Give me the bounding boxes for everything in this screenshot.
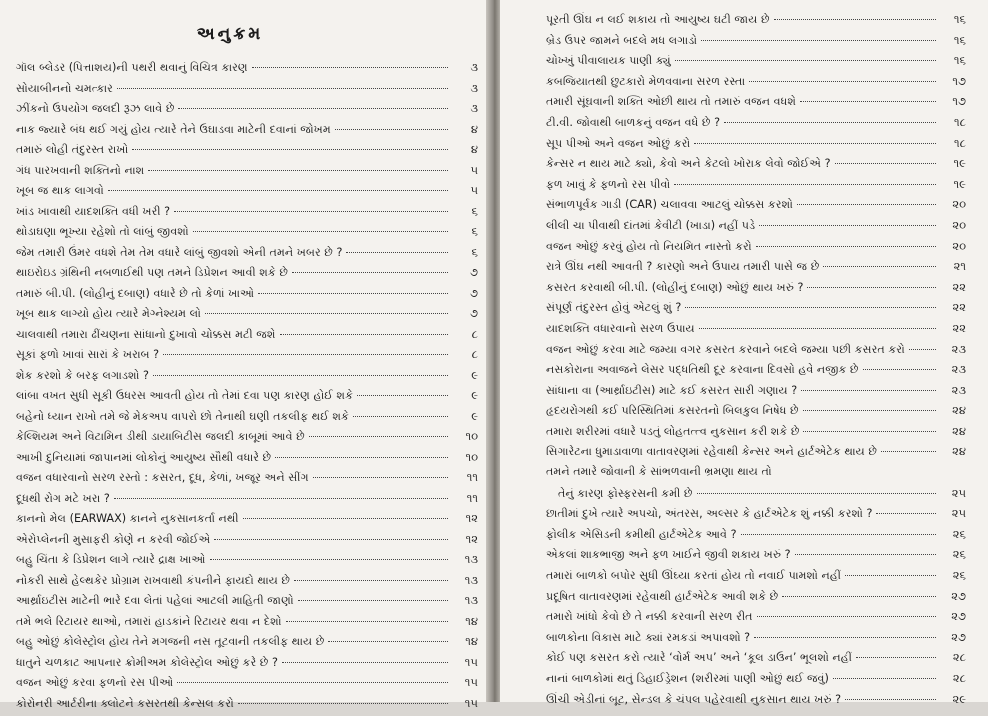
dot-leader	[881, 451, 936, 452]
dot-leader	[674, 184, 936, 185]
dot-leader	[697, 493, 937, 494]
toc-entry	[546, 630, 966, 651]
toc-entry-title: તમારું લોહી તંદુરસ્ત રાખો	[16, 143, 128, 157]
dot-leader	[800, 101, 936, 102]
toc-entry-title: વજન વધારવાનો સરળ રસ્તો : કસરત, દૂધ, કેળાં, ખજૂર અને સીંગ	[16, 471, 309, 485]
toc-entry-title: નસકોરાના અવાજને લેસર પદ્ધતિથી દૂર કરવાના દિવસો હવે નજીક છે	[546, 363, 859, 377]
toc-entry-title: રાત્રે ઊંઘ નથી આવતી ? કારણો અને ઉપાય તમારી પાસે જ છે	[546, 260, 819, 274]
toc-entry-page-number: ૨૭	[940, 630, 966, 645]
dot-leader	[823, 266, 936, 267]
toc-entry	[16, 675, 478, 696]
dot-leader	[699, 328, 936, 329]
toc-entry	[16, 532, 478, 553]
toc-entry-title: ચાલવાથી તમારા ઢીંચણના સાંધાનો દુખાવો ચોક્કસ મટી જશે	[16, 328, 276, 342]
toc-entry	[16, 696, 478, 716]
toc-entry	[16, 163, 478, 184]
toc-entry-title: લાંબા વખત સુધી સૂકી ઉધરસ આવતી હોય તો તેમાં દવા પણ કારણ હોઈ શકે	[16, 389, 353, 403]
dot-leader	[114, 498, 448, 499]
toc-entry-title: કસરત કરવાથી બી.પી. (લોહીનું દબાણ) ઓછું થાય ખરું ?	[546, 281, 803, 295]
toc-entry-page-number: ૧૪	[452, 614, 478, 629]
dot-leader	[328, 641, 448, 642]
toc-entry-title: કેલ્શિયમ અને વિટામિન ડીથી ડાયાબિટીસ જલદી કાબૂમાં આવે છે	[16, 430, 305, 444]
dot-leader	[174, 211, 448, 212]
toc-entry-page-number: ૧૩	[452, 552, 478, 567]
dot-leader	[863, 369, 936, 370]
toc-entry	[16, 101, 478, 122]
toc-entry-title: ટી.વી. જોવાથી બાળકનું વજન વધે છે ?	[546, 116, 720, 130]
toc-entry	[16, 409, 478, 430]
dot-leader	[177, 682, 448, 683]
toc-entry	[16, 593, 478, 614]
toc-entry	[16, 204, 478, 225]
toc-entry-title: તમારી સૂંઘવાની શક્તિ ઓછી થાય તો તમારું વજન વધશે	[546, 95, 796, 109]
toc-entry-title: થાઇરોઇડ ગ્રંથિની નબળાઈથી પણ તમને ડિપ્રેશન આવી શકે છે	[16, 266, 288, 280]
toc-entry-page-number: ૧૭	[940, 94, 966, 109]
dot-leader	[210, 559, 448, 560]
toc-entry-title: સોયાબીનનો ચમત્કાર	[16, 82, 113, 96]
toc-entry-page-number: ૧૯	[940, 177, 966, 192]
toc-entry	[16, 470, 478, 491]
toc-entry	[546, 239, 966, 260]
dot-leader	[238, 703, 448, 704]
toc-entry-title: વજન ઓછું કરવા ફળનો રસ પીઓ	[16, 676, 173, 690]
toc-entry-title: ચોખ્ખું પીવાલાયક પાણી ક્યું	[546, 54, 671, 68]
dot-leader	[797, 204, 936, 205]
toc-entry	[546, 527, 966, 548]
toc-entry	[546, 342, 966, 363]
toc-entry-title: સંભાળપૂર્વક ગાડી (CAR) ચલાવવા આટલું ચોક્કસ કરશો	[546, 198, 793, 212]
toc-entry	[16, 368, 478, 389]
toc-entry-page-number: ૧૮	[940, 136, 966, 151]
toc-entry-page-number: ૧૦	[452, 450, 478, 465]
toc-entry	[16, 60, 478, 81]
toc-entry-page-number: ૯	[452, 409, 478, 424]
toc-entry	[546, 444, 966, 465]
dot-leader	[286, 621, 448, 622]
toc-entry-title: કોઈ પણ કસરત કરો ત્યારે ‘વોર્મ અપ’ અને ‘કૂલ ડાઉન’ ભૂલશો નહીં	[546, 651, 852, 665]
toc-entry-page-number: ૨૩	[940, 362, 966, 377]
toc-entry	[16, 81, 478, 102]
toc-entry	[16, 265, 478, 286]
toc-entry	[546, 33, 966, 54]
toc-entry-page-number: ૨૫	[940, 486, 966, 501]
toc-entry-page-number: ૧૦	[452, 429, 478, 444]
toc-entry	[546, 589, 966, 610]
toc-entry	[16, 614, 478, 635]
toc-entry	[546, 53, 966, 74]
toc-entry-page-number: ૨૨	[940, 280, 966, 295]
toc-entry-page-number: ૨૨	[940, 300, 966, 315]
toc-entry-title: તમે ભલે રિટાયર થાઓ, તમારાં હાડકાંને રિટાયર થવા ન દેશો	[16, 615, 282, 629]
toc-entry	[546, 280, 966, 301]
toc-entry-title: નાનાં બાળકોમાં થતું ડિહાઈડ્રેશન (શરીરમાં પાણી ઓછું થઈ જવું)	[546, 672, 829, 686]
toc-entry	[16, 511, 478, 532]
dot-leader	[754, 637, 936, 638]
dot-leader	[294, 580, 448, 581]
dot-leader	[275, 457, 448, 458]
toc-entry-page-number: ૧૬	[940, 12, 966, 27]
toc-entry-page-number: ૬	[452, 245, 478, 260]
toc-entry-title: તમારાં બાળકો બપોર સુધી ઊંઘ્યા કરતાં હોય તો નવાઈ પામશો નહીં	[546, 569, 841, 583]
toc-entry-page-number: ૧૮	[940, 115, 966, 130]
toc-entry	[546, 177, 966, 198]
dot-leader	[807, 287, 936, 288]
toc-entry	[16, 142, 478, 163]
toc-entry-title: ઊંચી એડીનાં બૂટ, સેન્ડલ કે ચંપલ પહેરવાથી નુકસાન થાય ખરું ?	[546, 693, 841, 707]
toc-entry-title: સૂપ પીઓ અને વજન ઓછું કરો	[546, 137, 690, 151]
toc-entry-page-number: ૨૦	[940, 239, 966, 254]
toc-entry-page-number: ૭	[452, 265, 478, 280]
toc-entry-title: બહુ ઓછું કોલેસ્ટ્રોલ હોય તેને મગજની નસ તૂટવાની તકલીફ થાય છે	[16, 635, 324, 649]
toc-entry-page-number: ૧૧	[452, 470, 478, 485]
dot-leader	[335, 129, 448, 130]
toc-entry	[546, 486, 966, 507]
toc-entry-title: વજન ઓછું કરવું હોય તો નિયમિત નાસ્તો કરો	[546, 240, 752, 254]
toc-entry-title: કેન્સર ન થાય માટે ક્યો, કેવો અને કેટલો ખોરાક લેવો જોઈએ ?	[546, 157, 831, 171]
toc-entry-title: પૂરતી ઊંઘ ન લઈ શકાય તો આયુષ્ય ઘટી જાય છે	[546, 13, 770, 27]
toc-entry-page-number: ૩	[452, 81, 478, 96]
toc-entry	[546, 197, 966, 218]
toc-entry	[16, 388, 478, 409]
toc-entry-title: એરોપ્લેનની મુસાફરી કોણે ન કરવી જોઈએ	[16, 533, 210, 547]
toc-entry	[546, 94, 966, 115]
toc-entry	[16, 306, 478, 327]
toc-entry-page-number: ૧૫	[452, 675, 478, 690]
toc-entry-page-number: ૯	[452, 388, 478, 403]
toc-entry-page-number: ૨૬	[940, 547, 966, 562]
toc-entry	[16, 655, 478, 676]
toc-entry	[16, 634, 478, 655]
toc-entry-page-number: ૨૧	[940, 259, 966, 274]
toc-entry-title: બહેનો ધ્યાન રાખો તમે જે મેકઅપ વાપરો છો તેનાથી ઘણી તકલીફ થઈ શકે	[16, 410, 349, 424]
dot-leader	[280, 334, 449, 335]
toc-entry-title: ખૂબ જ થાક લાગવો	[16, 184, 104, 198]
toc-entry-title: આર્થ્રાઇટીસ માટેની ભારે દવા લેતાં પહેલાં આટલી માહિતી જાણો	[16, 594, 294, 608]
dot-leader	[876, 513, 936, 514]
toc-entry	[16, 450, 478, 471]
toc-entry	[546, 12, 966, 33]
toc-entry-page-number: ૨૬	[940, 568, 966, 583]
toc-entry-title: કોરોનરી આર્ટરીના ક્લોટને કસરતથી કેન્સલ કરો	[16, 697, 234, 711]
toc-entry-page-number: ૩	[452, 60, 478, 75]
toc-entry	[546, 692, 966, 713]
toc-entry-page-number: ૧૫	[452, 696, 478, 711]
toc-entry-title: કાનનો મેલ (EARWAX) કાનને નુકસાનકર્તા નથી	[16, 512, 239, 526]
toc-entry-title: બહુ ચિંતા કે ડિપ્રેશન લાગે ત્યારે દ્રાક્ષ ખાઓ	[16, 553, 206, 567]
toc-entry-page-number: ૮	[452, 347, 478, 362]
dot-leader	[205, 313, 448, 314]
toc-entry-page-number: ૫	[452, 183, 478, 198]
dot-leader	[353, 416, 448, 417]
toc-entry	[546, 321, 966, 342]
toc-entry-title: છાતીમાં દુખે ત્યારે અપચો, અંતરસ, અલ્સર કે હાર્ટએટેક શું નક્કી કરશો ?	[546, 507, 872, 521]
left-page	[0, 0, 488, 702]
toc-entry-title: કબજિયાતથી છુટકારો મેળવવાના સરળ રસ્તા	[546, 75, 745, 89]
dot-leader	[741, 534, 936, 535]
dot-leader	[835, 163, 936, 164]
toc-entry	[546, 300, 966, 321]
toc-entry	[546, 650, 966, 671]
dot-leader	[108, 190, 448, 191]
toc-entry-title: તમારો ખાંધો કેવો છે તે નક્કી કરવાની સરળ રીત	[546, 610, 753, 624]
dot-leader	[346, 252, 448, 253]
toc-entry	[546, 156, 966, 177]
toc-entry-page-number: ૨૨	[940, 321, 966, 336]
toc-entry	[16, 491, 478, 512]
toc-entry	[546, 136, 966, 157]
toc-entry	[16, 122, 478, 143]
dot-leader	[845, 699, 936, 700]
toc-entry-title: પ્રદૂષિત વાતાવરણમાં રહેવાથી હાર્ટએટેક આવી શકે છે	[546, 590, 778, 604]
dot-leader	[756, 246, 936, 247]
toc-entry-page-number: ૯	[452, 368, 478, 383]
toc-entry-page-number: ૨૭	[940, 609, 966, 624]
toc-entry-page-number: ૧૧	[452, 491, 478, 506]
toc-entry-title: ઝીંકનો ઉપયોગ જલદી રૂઝ લાવે છે	[16, 102, 174, 116]
dot-leader	[252, 67, 448, 68]
toc-entry-page-number: ૮	[452, 327, 478, 342]
dot-leader	[148, 170, 448, 171]
dot-leader	[292, 272, 448, 273]
toc-entry	[546, 218, 966, 239]
dot-leader	[724, 122, 936, 123]
toc-entry-page-number: ૧૨	[452, 511, 478, 526]
toc-entry-page-number: ૧૩	[452, 593, 478, 608]
toc-entry-title: શેક કરશો કે બરફ લગાડશો ?	[16, 369, 149, 383]
toc-entry	[16, 429, 478, 450]
toc-entry	[546, 609, 966, 630]
dot-leader	[701, 40, 936, 41]
toc-entry-title: આખી દુનિયામાં જાપાનમાં લોકોનું આયુષ્ય સૌથી વધારે છે	[16, 451, 271, 465]
toc-entry-title: યાદશક્તિ વધારવાનો સરળ ઉપાય	[546, 322, 695, 336]
toc-entry	[546, 547, 966, 568]
toc-entry	[16, 573, 478, 594]
dot-leader	[282, 662, 448, 663]
dot-leader	[757, 616, 936, 617]
toc-entry-title: ખાંડ ખાવાથી યાદશક્તિ વધી ખરી ?	[16, 205, 170, 219]
toc-entry-title: સંપૂર્ણ તંદુરસ્ત હોવું એટલું શું ?	[546, 301, 681, 315]
toc-entry-page-number: ૭	[452, 286, 478, 301]
dot-leader	[214, 539, 448, 540]
toc-entry	[546, 671, 966, 692]
toc-entry-title: તેનું કારણ ફોસ્ફરસની કમી છે	[546, 487, 693, 501]
dot-leader	[258, 293, 448, 294]
toc-entry	[546, 259, 966, 280]
dot-leader	[178, 108, 448, 109]
dot-leader	[774, 19, 936, 20]
dot-leader	[803, 410, 936, 411]
toc-entry-title: ફળ ખાવું કે ફળનો રસ પીવો	[546, 178, 670, 192]
dot-leader	[845, 575, 936, 576]
toc-entry-title: તમને તમારે જોવાની કે સાંભળવાની ભ્રમણા થાય તો	[546, 465, 772, 479]
toc-entry-page-number: ૨૦	[940, 218, 966, 233]
dot-leader	[132, 149, 448, 150]
toc-entry-page-number: ૨૦	[940, 197, 966, 212]
toc-entry	[16, 183, 478, 204]
toc-entry-title: લીલી ચા પીવાથી દાંતમાં કેવીટી (ખાડા) નહીં પડે	[546, 219, 755, 233]
dot-leader	[675, 60, 936, 61]
toc-entry	[546, 74, 966, 95]
dot-leader	[243, 518, 448, 519]
toc-entry-page-number: ૧૪	[452, 634, 478, 649]
toc-entry-title: ફોલીક એસિડની કમીથી હાર્ટએટેક આવે ?	[546, 528, 737, 542]
toc-entry-title: તમારું બી.પી. (લોહીનું દબાણ) વધારે છે તો કેળાં ખાઓ	[16, 287, 254, 301]
toc-entry	[16, 245, 478, 266]
toc-entry-page-number: ૧૨	[452, 532, 478, 547]
toc-entry	[16, 552, 478, 573]
toc-entry-title: એકલાં શાકભાજી અને ફળ ખાઈને જીવી શકાય ખરું ?	[546, 548, 791, 562]
toc-entry-page-number: ૨૪	[940, 424, 966, 439]
toc-entry	[16, 327, 478, 348]
toc-entry-page-number: ૧૭	[940, 74, 966, 89]
toc-entry-title: દૂધથી રોગ મટે ખરા ?	[16, 492, 110, 506]
toc-entry-title: વજન ઓછું કરવા માટે જમ્યા વગર કસરત કરવાને બદલે જમ્યા પછી કસરત કરો	[546, 343, 905, 357]
toc-entry-page-number: ૨૯	[940, 692, 966, 707]
toc-entry-title: જેમ તમારી ઉંમર વધશે તેમ તેમ વધારે લાંબું જીવશો એની તમને ખબર છે ?	[16, 246, 342, 260]
right-page	[500, 0, 988, 702]
dot-leader	[357, 395, 448, 396]
toc-entry-page-number: ૭	[452, 306, 478, 321]
dot-leader	[803, 431, 936, 432]
dot-leader	[685, 307, 936, 308]
toc-entry-title: બ્રેડ ઉપર જામને બદલે મધ લગાડો	[546, 34, 697, 48]
toc-entry-page-number: ૪	[452, 122, 478, 137]
dot-leader	[309, 436, 448, 437]
toc-entry-title: ધાતુને ચળકાટ આપનાર ક્રોમીઅમ કોલેસ્ટ્રોલ ઓછું કરે છે ?	[16, 656, 278, 670]
toc-entry	[16, 347, 478, 368]
dot-leader	[795, 554, 936, 555]
toc-entry-title: થોડાઘણા ભૂખ્યા રહેશો તો લાંબું જીવશો	[16, 225, 189, 239]
dot-leader	[801, 390, 936, 391]
toc-entry	[16, 224, 478, 245]
dot-leader	[298, 600, 448, 601]
toc-entry	[546, 383, 966, 404]
toc-entry-page-number: ૧૯	[940, 156, 966, 171]
toc-entry	[546, 465, 966, 486]
toc-entry-page-number: ૨૪	[940, 403, 966, 418]
toc-entry-title: સૂકાં ફળો ખાવાં સારાં કે ખરાબ ?	[16, 348, 159, 362]
toc-entry-title: નાક જ્યારે બંધ થઈ ગયું હોય ત્યારે તેને ઉઘાડવા માટેની દવાનાં જોખમ	[16, 123, 331, 137]
toc-entry-page-number: ૪	[452, 142, 478, 157]
dot-leader	[694, 143, 936, 144]
dot-leader	[163, 354, 448, 355]
toc-entry-title: નોકરી સાથે હેલ્થકેર પ્રોગ્રામ રાખવાથી કંપનીને ફાયદો થાય છે	[16, 574, 290, 588]
toc-entry-title: હૃદયરોગથી કઈ પરિસ્થિતિમાં કસરતનો બિલકુલ નિષેધ છે	[546, 404, 799, 418]
toc-entry-title: ગૉલ બ્લેડર (પિત્તાશય)ની પથરી થવાનું વિચિત્ર કારણ	[16, 61, 248, 75]
toc-entry-page-number: ૨૫	[940, 506, 966, 521]
dot-leader	[782, 596, 936, 597]
toc-entry	[16, 286, 478, 307]
toc-entry	[546, 115, 966, 136]
toc-entry-page-number: ૨૪	[940, 444, 966, 459]
toc-entry-page-number: ૨૮	[940, 671, 966, 686]
toc-entry-page-number: ૧૬	[940, 53, 966, 68]
toc-list-left	[16, 60, 478, 716]
toc-entry-page-number: ૨૮	[940, 650, 966, 665]
dot-leader	[153, 375, 448, 376]
toc-entry	[546, 424, 966, 445]
dot-leader	[749, 81, 936, 82]
toc-list-right	[546, 12, 966, 712]
toc-entry	[546, 568, 966, 589]
dot-leader	[759, 225, 936, 226]
toc-entry-page-number: ૧૫	[452, 655, 478, 670]
dot-leader	[117, 88, 448, 89]
toc-entry	[546, 403, 966, 424]
dot-leader	[193, 231, 448, 232]
toc-entry-page-number: ૬	[452, 224, 478, 239]
toc-entry-page-number: ૨૭	[940, 589, 966, 604]
dot-leader	[909, 349, 936, 350]
toc-entry	[546, 506, 966, 527]
toc-entry-page-number: ૫	[452, 163, 478, 178]
dot-leader	[856, 657, 936, 658]
toc-entry-page-number: ૩	[452, 101, 478, 116]
toc-entry-title: તમારા શરીરમાં વધારે પડતું લોહતત્ત્વ નુકસાન કરી શકે છે	[546, 425, 799, 439]
toc-entry-title: ગંધ પારખવાની શક્તિનો નાશ	[16, 164, 144, 178]
dot-leader	[313, 477, 448, 478]
toc-entry-title: બાળકોના વિકાસ માટે ક્યાં રમકડાં અપાવશો ?	[546, 631, 750, 645]
toc-entry	[546, 362, 966, 383]
page-title: અનુક્રમ	[170, 24, 290, 44]
toc-entry-title: સાંધાના વા (આર્થ્રાઇટીસ) માટે કઈ કસરત સારી ગણાય ?	[546, 384, 797, 398]
toc-entry-page-number: ૧૩	[452, 573, 478, 588]
toc-entry-page-number: ૨૩	[940, 342, 966, 357]
toc-entry-title: સિગારેટના ધુમાડાવાળા વાતાવરણમાં રહેવાથી કેન્સર અને હાર્ટએટેક થાય છે	[546, 445, 877, 459]
dot-leader	[833, 678, 936, 679]
toc-entry-page-number: ૬	[452, 204, 478, 219]
toc-entry-page-number: ૧૬	[940, 33, 966, 48]
toc-entry-page-number: ૨૩	[940, 383, 966, 398]
toc-entry-page-number: ૨૬	[940, 527, 966, 542]
toc-entry-title: ખૂબ થાક લાગ્યો હોય ત્યારે મેગ્નેશ્યમ લો	[16, 307, 201, 321]
